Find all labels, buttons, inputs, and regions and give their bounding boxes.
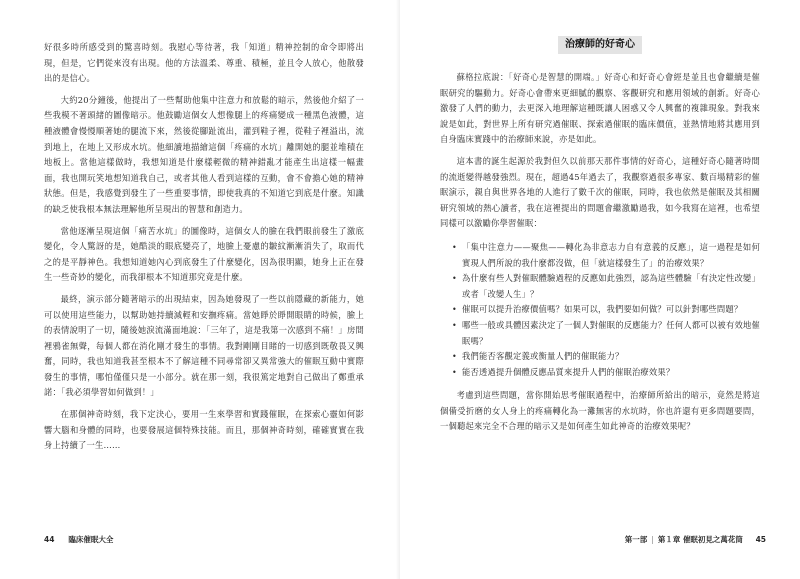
bullet-icon: •: [452, 305, 457, 315]
section-title: 治療師的好奇心: [558, 36, 642, 54]
list-item: • 「集中注意力——聚焦——轉化為非意志力自有意義的反應」，這一過程是如何實現人們所說的我什麼都沒做，但「就這樣發生了」的治療效果？: [452, 241, 760, 268]
separator: |: [651, 535, 654, 544]
question-list: [440, 240, 760, 380]
right-page: [400, 0, 800, 579]
paragraph: 大約20分鐘後，他提出了一些幫助他集中注意力和放鬆的暗示，然後他介紹了一些我模不著頭緒的圖像暗示。他鼓勵這個女人想像腿上的疼痛變成一種黑色液體，這種液體會慢慢順著她的腿流下來，然後從腳趾流出，灌到鞋子裡，從鞋子裡溢出，流到地上，在地上又形成水坑。他細讀地描繪這個「疼痛的水坑」離開她的腿並堆積在地板上。當他這樣做時，我想知道是什麼樣輕微的精神錯亂才能產生出這樣一幅畫面，我也開玩笑地想知道我自己，或者其他人看到這樣的互動，會不會擔心她的精神狀態。但是，我感覺到發生了一些重要事情，即使我真的不知道它到底是什麼。知識的缺乏使我根本無法理解他所呈現出的智慧和創造力。: [44, 94, 364, 214]
list-item: • 催眠可以提升治療價值嗎？如果可以，我們要如何做？可以針對哪些問題？: [440, 302, 760, 318]
bullet-icon: •: [452, 274, 457, 284]
running-part: 第一部: [624, 535, 648, 544]
paragraph: 最終，演示部分隨著暗示的出現結束，因為她發現了一些以前隱藏的新能力，她可以使用這些能力，以幫助她持續減輕和安撫疼痛。當她睜於睜開眼睛的時候，臉上的表情說明了一切，隨後她淚流滿面地說：「三年了，這是我第一次感到不痛！」房間裡鴉雀無聲，每個人都在消化剛才發生的事情。我對剛剛目睹的一切感到既敬畏又興奮，同時，我也知道我甚至根本不了解這種不同尋常卻又異常強大的催眠互動中實際發生的事情，哪怕僅僅只是一小部分。就在那一刻，我很篤定地對自己做出了鄭重承諾：「我必須學習如何做到！」: [44, 293, 364, 398]
bullet-icon: •: [452, 367, 457, 377]
running-chapter: 第１章: [657, 535, 681, 544]
paragraph: 在那個神奇時刻，我下定決心，要用一生來學習和實踐催眠，在探索心靈如何影響大腦和身體的同時，也要發展這個特殊技能。而且，那個神奇時刻，確確實實在我身上持續了一生……: [44, 409, 364, 451]
bullet-icon: •: [452, 242, 457, 252]
left-page-footer: [44, 534, 364, 546]
running-chapter-title: 催眠初見之萬花筒: [682, 535, 743, 544]
bullet-icon: •: [452, 320, 457, 330]
list-item: • 能否透過提升個體反應品質來提升人們的催眠治療效果？: [440, 365, 760, 381]
right-page-body: [440, 70, 760, 435]
paragraph: 當他逐漸呈現這個「痛苦水坑」的圖像時，這個女人的臉在我們眼前發生了激底變化，令人驚訝的是，她酷淡的眼底變亮了，地臉上憂慮的皺紋漸漸消失了，取而代之的是平靜神色。我想知道她內心到底發生了什麼變化，因為很明顯，她身上正在發生一些奇妙的變化，而我卻根本不知道那究竟是什麼。: [44, 225, 364, 283]
page-number: 45: [755, 535, 766, 544]
right-page-footer: [604, 534, 766, 546]
running-book-title: 臨床催眠大全: [68, 535, 114, 544]
paragraph: 好很多時所感受到的驚喜時刻。我慰心等待著，我「知道」精神控制的命令即將出現，但是，它們從來沒有出現。他的方法溫柔、尊重、積極，並且令人放心，他散發出的是信心。: [44, 42, 364, 84]
list-item: • 我們能否客觀定義或衡量人們的催眠能力？: [440, 349, 760, 365]
left-page-body: [44, 40, 364, 454]
list-item: • 為什麼有些人對催眠體驗過程的反應如此強烈，認為這些體驗「有決定性改變」或者「改變人生」？: [452, 273, 760, 299]
paragraph: 這本書的誕生起源於我對但久以前那天那件事情的好奇心，這種好奇心隨著時間的流逝變得越發強烈。現在，超過45年過去了，我觀察過很多專家、數百場精彩的催眠演示，親自與世界各地的人進行了數千次的催眠，同時，我也依然是催眠及其相關研究領域的熱心讀者，我在這裡提出的問題會繼激勵過我，如今我寫在這裡，也希望同樣可以激勵你學習催眠：: [440, 155, 760, 229]
bullet-icon: •: [452, 352, 457, 362]
paragraph: 考慮到這些問題，當你開始思考催眠過程中，治療師所給出的暗示，竟然是將這個備受折磨的女人身上的疼痛轉化為一灘無害的水坑時，你也許還有更多問題要問，一個聽起來完全不合理的暗示又是如何產生如此神奇的治療效果呢？: [440, 390, 760, 432]
page-number: 44: [44, 535, 55, 544]
paragraph: 蘇格拉底說：「好奇心是智慧的開端。」好奇心和好奇心會經是並且也會繼續是催眠研究的驅動力。好奇心會帶來更細膩的觀察、客觀研究和應用領域的創新。好奇心激發了人們的動力，去更深入地理解這種既讓人困惑又令人興奮的複雜現象。對我來說是如此，對世界上所有研究過催眠、探索過催眠的臨床價值，並熱情地將其應用到自身臨床實踐中的治療師來說，亦是如此。: [440, 72, 760, 145]
list-item: • 哪些一般或具體因素決定了一個人對催眠的反應能力？任何人都可以被有效地催眠嗎？: [452, 319, 760, 346]
